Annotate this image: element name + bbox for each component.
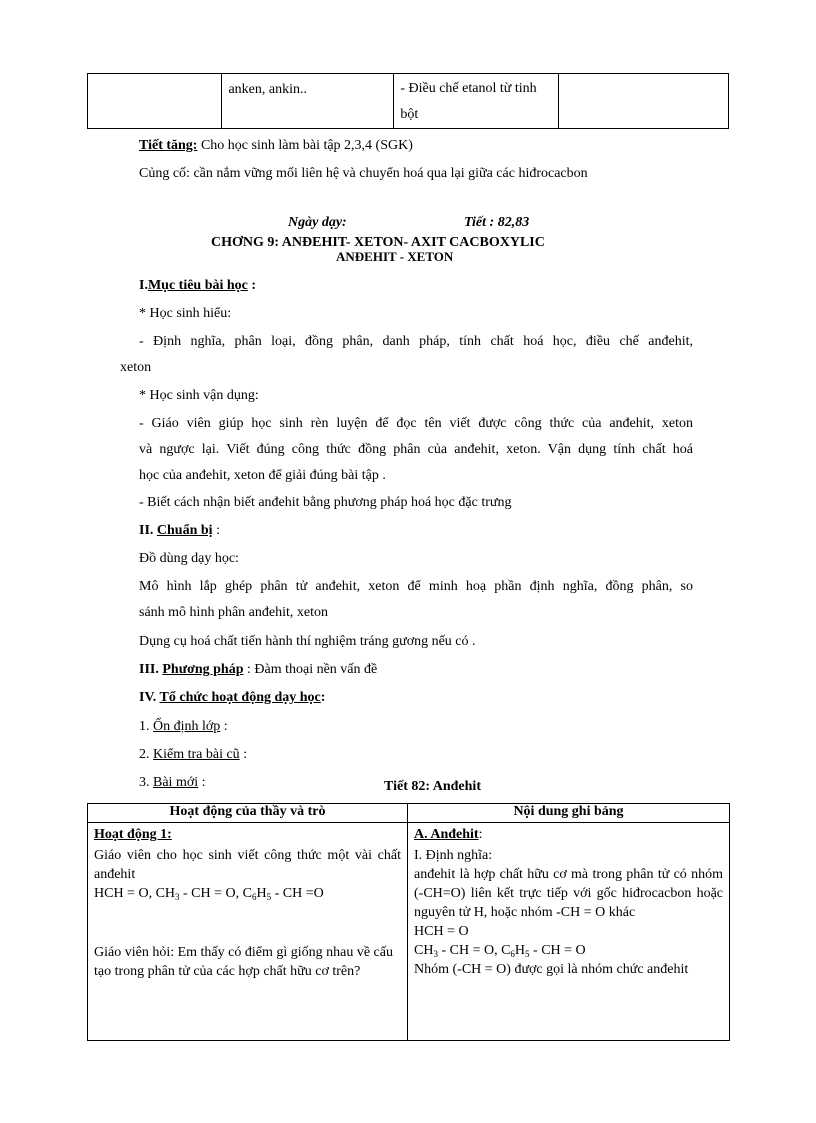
definition-heading: I. Định nghĩa:	[414, 848, 493, 863]
teacher-question: Giáo viên hỏi: Em thấy có điểm gì giống nhau về cấu tạo trong phân tử của các hợp chất hữu cơ trên?	[94, 945, 393, 979]
mo-hinh-2: sánh mô hình phân anđehit, xeton	[139, 605, 328, 620]
dung-cu: Dụng cụ hoá chất tiến hành thí nghiệm tráng gương nếu có .	[139, 634, 476, 649]
teacher-student-cell	[88, 823, 408, 1041]
item-on-dinh: 1. Ổn định lớp :	[139, 719, 228, 734]
objective-teacher-3: học của anđehit, xeton để giải đúng bài tập .	[139, 468, 386, 483]
objective-definition-cont: xeton	[120, 360, 152, 375]
table-cell	[559, 74, 729, 129]
hoc-sinh-van-dung: * Học sinh vận dụng:	[139, 388, 259, 403]
table-header-row	[88, 804, 730, 823]
table-cell	[88, 74, 222, 129]
section-1-heading: I.Mục tiêu bài học :	[139, 278, 257, 293]
table-cell: anken, ankin..	[222, 74, 394, 129]
table-row	[88, 74, 729, 129]
tiet-number: Tiết : 82,83	[464, 215, 530, 230]
section-3-heading: III. Phương pháp : Đàm thoại nền vấn đề	[139, 662, 378, 677]
chapter-title: CHƠNG 9: ANĐEHIT- XETON- AXIT CACBOXYLIC	[211, 235, 545, 250]
tiet-tang-label: Tiết tăng:	[139, 138, 198, 153]
hoc-sinh-hieu: * Học sinh hiểu:	[139, 306, 232, 321]
column-header: Hoạt động của thầy và trò	[88, 804, 408, 823]
item-kiem-tra: 2. Kiểm tra bài cũ :	[139, 747, 248, 762]
section-a-title: A. Anđehit:	[414, 827, 483, 842]
formula-examples: $CH_3$ - CH = O, $C_6H_5$ - CH = O	[414, 943, 586, 959]
board-content-cell	[408, 823, 730, 1041]
do-dung: Đồ dùng dạy học:	[139, 551, 239, 566]
ngay-day: Ngày dạy:	[288, 215, 347, 230]
section-4-heading: IV. Tổ chức hoạt động dạy học:	[139, 690, 326, 705]
mo-hinh-1: Mô hình lắp ghép phân tử anđehit, xeton để minh hoạ phần định nghĩa, đồng phân, so	[139, 579, 693, 594]
continuation-table	[87, 73, 729, 129]
objective-teacher-2: và ngược lại. Viết đúng công thức đồng phân của anđehit, xeton. Vận dụng tính chất hoá	[139, 442, 693, 457]
lesson-table	[87, 803, 730, 1041]
formula-hch: HCH = O	[414, 924, 469, 939]
chapter-subtitle: ANĐEHIT - XETON	[336, 249, 454, 264]
tiet-tang-line	[139, 138, 413, 154]
definition-text: anđehit là hợp chất hữu cơ mà trong phân tử có nhóm (-CH=O) liên kết trực tiếp với gốc hiđrocacbon hoặc nguyên tử H, hoặc nhóm -CH = O khác	[414, 867, 723, 920]
example-formulas: HCH = O, $CH_3$ - CH = O, $C_6H_5$ - CH =O	[94, 886, 324, 902]
objective-definition: - Định nghĩa, phân loại, đồng phân, danh pháp, tính chất hoá học, điều chế anđehit,	[139, 334, 693, 349]
tiet-tang-text: Cho học sinh làm bài tập 2,3,4 (SGK)	[197, 138, 413, 153]
teacher-prompt-1: Giáo viên cho học sinh viết công thức một vài chất anđehit	[94, 848, 401, 882]
objective-recognize: - Biết cách nhận biết anđehit bằng phương pháp hoá học đặc trưng	[139, 495, 512, 510]
cung-co-line: Củng cố: cần nắm vững mối liên hệ và chuyển hoá qua lại giữa các hiđrocacbon	[139, 166, 588, 181]
functional-group-note: Nhóm (-CH = O) được gọi là nhóm chức anđehit	[414, 962, 689, 977]
item-bai-moi: 3. Bài mới :	[139, 775, 206, 790]
table-row	[88, 823, 730, 1041]
objective-teacher-1: - Giáo viên giúp học sinh rèn luyện để đọc tên viết được công thức của anđehit, xeton	[139, 416, 693, 431]
table-cell: - Điều chế etanol từ tinh bột	[394, 74, 559, 129]
tiet-82-title: Tiết 82: Anđehit	[384, 779, 481, 794]
hoat-dong-1: Hoạt động 1:	[94, 827, 172, 842]
column-header: Nội dung ghi bảng	[408, 804, 730, 823]
section-2-heading: II. Chuẩn bị :	[139, 523, 220, 538]
